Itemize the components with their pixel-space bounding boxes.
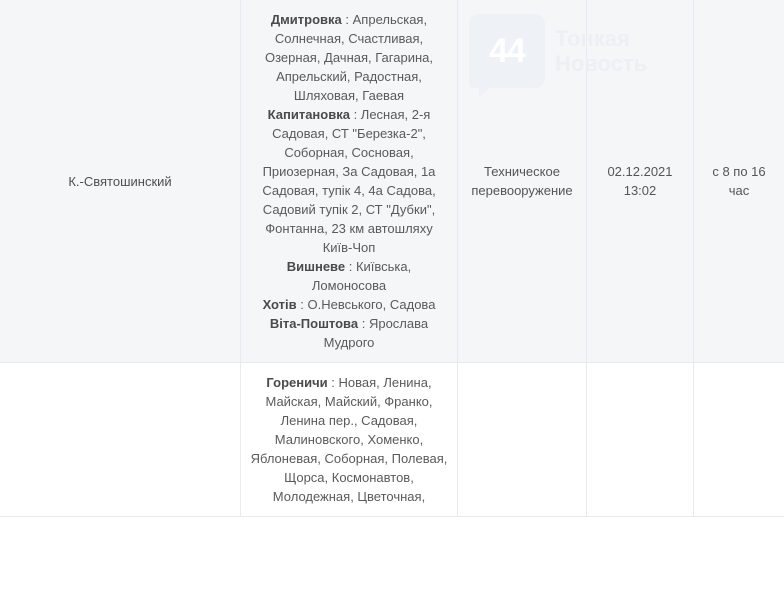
cell-region: К.-Святошинский [0,0,241,363]
locality-separator: : [345,259,356,274]
locality-separator: : [349,107,361,122]
locality-separator: : [341,12,353,27]
cell-time: с 8 по 16 час [694,0,784,363]
locality-name: Вишневе [286,259,346,274]
cell-reason [458,363,587,517]
locality-streets: Апрельская, Солнечная, Счастливая, Озерная, Дачная, Гагарина, Апрельский, Радостная, Шляховая, Гаевая [265,12,433,103]
watermark-number: 44 [489,31,525,70]
table-row [0,363,784,517]
locality-name: Хотів [262,297,297,312]
cell-reason: Техническое перевооружение [458,0,587,363]
locality-name: Дмитровка [270,12,342,27]
cell-date-day: 02.12.2021 [607,164,673,179]
watermark-text-line1: Тонкая [555,26,630,51]
locality-streets: Лесная, 2-я Садовая, СТ "Березка-2", Соборная, Сосновая, Приозерная, За Садовая, 1а Садовая, тупік 4, 4а Садова, Садовий тупік 2, СТ "Дубки", Фонтанна, 23 км автошляху Київ-Чоп [262,107,436,255]
locality-streets: О.Невського, Садова [307,297,436,312]
cell-time [694,363,784,517]
locality-separator: : [358,316,369,331]
cell-region [0,363,241,517]
locality-streets: Новая, Ленина, Майская, Майский, Франко, Ленина пер., Садовая, Малиновского, Хоменко, Яблоневая, Соборная, Полевая, Щорса, Космонавтов, Молодежная, Цветочная, [250,375,448,504]
locality-streets: Київська, Ломоносова [311,259,412,293]
locality-name: Капитановка [267,107,350,122]
locality-name: Віта-Поштова [269,316,359,331]
watermark-text-line2: Новость [555,51,648,76]
locality-separator: : [296,297,308,312]
locality-name: Гореничи [266,375,328,390]
cell-date [587,363,694,517]
cell-streets [241,0,458,363]
cell-streets [241,363,458,517]
cell-date-time: 13:02 [623,183,657,198]
locality-streets: Ярослава Мудрого [323,316,429,350]
locality-separator: : [327,375,339,390]
cell-date [587,0,694,363]
